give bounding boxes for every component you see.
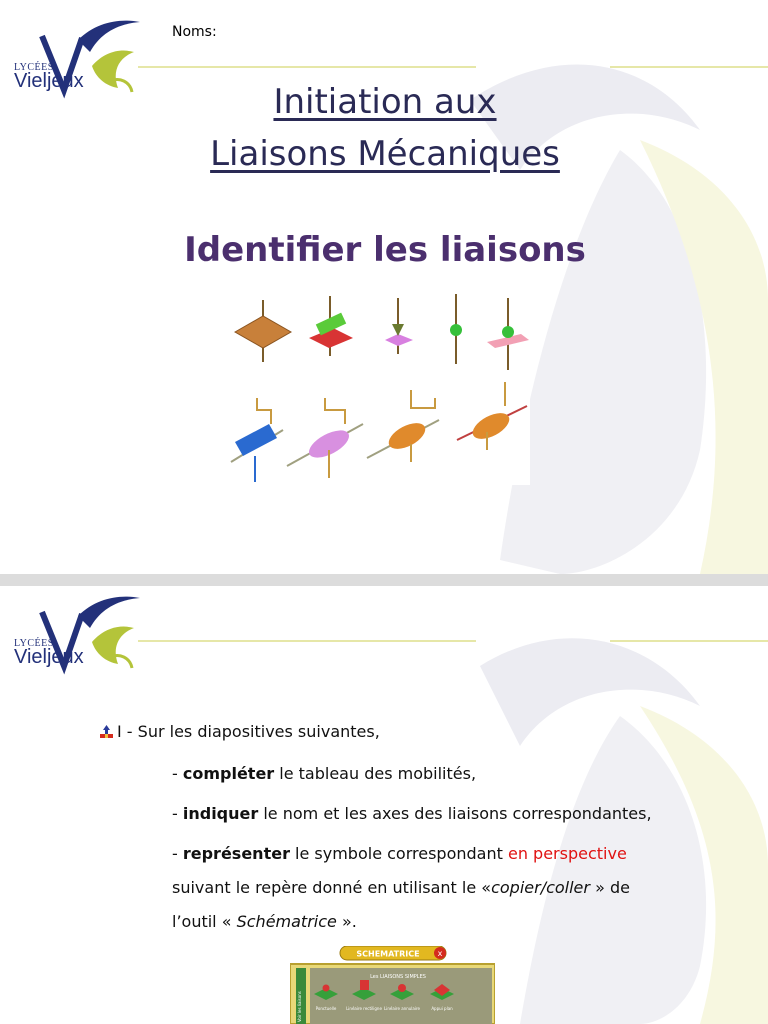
thumb-label-lineaire-rectiligne: Linéaire rectiligne — [346, 1006, 382, 1011]
lineaire-rectiligne-model — [309, 296, 353, 356]
intro-line — [100, 722, 380, 741]
thumb-close-text: x — [437, 949, 443, 958]
thumb-label-lineaire-annulaire: Linéaire annulaire — [384, 1006, 420, 1011]
instruction-representer — [172, 844, 627, 863]
instruction-text: le symbole correspondant — [289, 844, 508, 863]
noms-label: Noms: — [172, 24, 217, 40]
thumb-header-text: SCHEMATRICE — [356, 949, 420, 959]
text: » de — [589, 878, 630, 897]
instruction-indiquer — [172, 804, 652, 823]
liaisons-illustration — [225, 290, 530, 485]
bullet-arrow-icon — [100, 725, 113, 738]
glissiere-model — [231, 398, 283, 482]
thumb-panel-title: Les LIAISONS SIMPLES — [370, 974, 426, 980]
slide-2 — [0, 586, 768, 1024]
lycees-vieljeux-logo — [8, 12, 148, 104]
schematrice-text: Schématrice — [236, 912, 337, 931]
thumb-label-ponctuelle: Ponctuelle — [315, 1006, 337, 1011]
lineaire-annulaire-model — [487, 298, 529, 370]
appui-plan-model — [235, 300, 291, 362]
text: ». — [336, 912, 357, 931]
text: suivant le repère donné en utilisant le « — [172, 878, 492, 897]
instruction-completer — [172, 764, 476, 783]
thumb-side-label: Voir les liaisons — [297, 991, 302, 1022]
pivot-glissant-model — [287, 398, 363, 478]
lycees-vieljeux-logo — [8, 588, 148, 680]
text: l’outil « — [172, 912, 237, 931]
keyword-indiquer: indiquer — [182, 804, 259, 823]
instruction-text: le nom et les axes des liaisons correspondantes, — [258, 804, 652, 823]
title-line-2: Liaisons Mécaniques — [210, 134, 560, 174]
header-line-right — [610, 66, 768, 68]
dash: - — [172, 844, 183, 863]
keyword-representer: représenter — [182, 844, 290, 863]
header-line-left — [138, 640, 476, 642]
instruction-line-5 — [172, 912, 357, 931]
thumb-label-appui-plan: Appui plan — [431, 1006, 453, 1011]
highlight-en-perspective: en perspective — [507, 844, 627, 863]
pivot-model — [367, 390, 439, 462]
logo-text-lycees: LYCÉES — [14, 638, 54, 649]
header-line-right — [610, 640, 768, 642]
ponctuelle-model — [385, 298, 413, 354]
logo-text-vieljeux: Vieljeux — [14, 646, 84, 668]
copier-coller-text: copier/coller — [491, 878, 590, 897]
helicoidale-model — [457, 382, 527, 450]
subtitle: Identifier les liaisons — [184, 230, 586, 270]
logo-text-lycees: LYCÉES — [14, 62, 54, 73]
instruction-text: le tableau des mobilités, — [274, 764, 477, 783]
title-line-1: Initiation aux — [273, 82, 497, 122]
logo-text-vieljeux: Vieljeux — [14, 70, 84, 92]
rotule-model — [450, 294, 462, 364]
dash: - — [172, 764, 183, 783]
dash: - — [172, 804, 183, 823]
schematrice-screenshot — [290, 946, 495, 1024]
keyword-completer: compléter — [182, 764, 275, 783]
instruction-line-4 — [172, 878, 630, 897]
intro-text: I - Sur les diapositives suivantes, — [117, 722, 380, 741]
header-line-left — [138, 66, 476, 68]
